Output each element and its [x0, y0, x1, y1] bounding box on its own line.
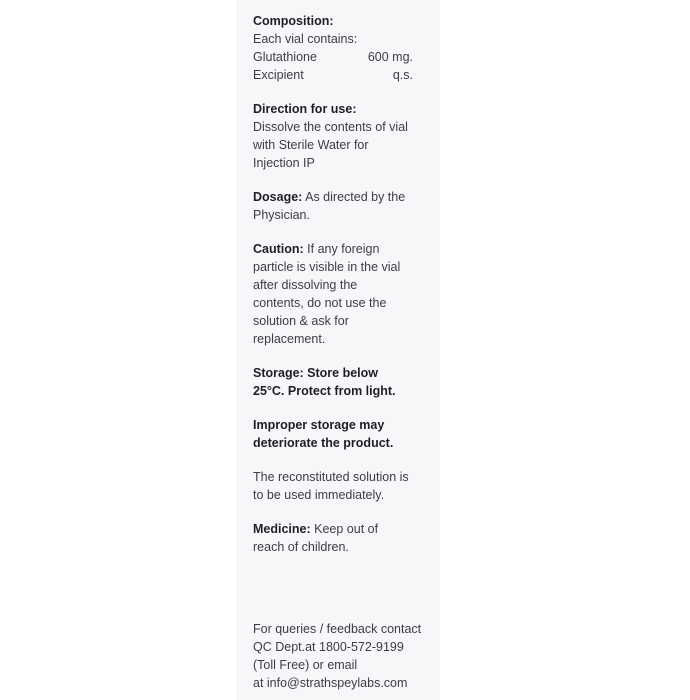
caution-line: particle is visible in the vial	[253, 260, 401, 274]
direction-line: Dissolve the contents of vial	[253, 120, 408, 134]
caution-line: after dissolving the	[253, 278, 358, 292]
ingredient-row	[253, 48, 413, 66]
contact-line: (Toll Free) or email	[253, 658, 358, 672]
dosage-label: Dosage:	[253, 190, 303, 204]
improper-line: deteriorate the product.	[253, 436, 394, 450]
direction-line: Injection IP	[253, 156, 315, 170]
medicine-text: Keep out of	[314, 522, 379, 536]
direction-line: with Sterile Water for	[253, 138, 369, 152]
caution-line: contents, do not use the	[253, 296, 387, 310]
ingredient-row	[253, 66, 413, 84]
contact-line: For queries / feedback contact	[253, 622, 422, 636]
dosage-line	[253, 188, 405, 206]
caution-text: If any foreign	[307, 242, 380, 256]
dosage-text: As directed by the	[305, 190, 406, 204]
contact-line: QC Dept.at 1800-572-9199	[253, 640, 404, 654]
storage-line: Storage: Store below	[253, 366, 379, 380]
dosage-line: Physician.	[253, 208, 310, 222]
composition-intro: Each vial contains:	[253, 32, 358, 46]
ingredient-amount: q.s.	[392, 68, 413, 82]
caution-line: solution & ask for	[253, 314, 349, 328]
storage-line: 25°C. Protect from light.	[253, 384, 396, 398]
caution-line: replacement.	[253, 332, 326, 346]
ingredient-name: Excipient	[253, 68, 304, 82]
ingredient-amount: 600 mg.	[367, 50, 413, 64]
caution-label: Caution:	[253, 242, 304, 256]
direction-heading: Direction for use:	[253, 102, 357, 116]
ingredient-name: Glutathione	[253, 50, 317, 64]
reconstituted-line: to be used immediately.	[253, 488, 385, 502]
caution-line	[253, 240, 379, 258]
composition-heading: Composition:	[253, 14, 334, 28]
medicine-line: reach of children.	[253, 540, 349, 554]
medicine-label: Medicine:	[253, 522, 311, 536]
medicine-line	[253, 520, 378, 538]
reconstituted-line: The reconstituted solution is	[253, 470, 409, 484]
contact-email: at info@strathspeylabs.com	[253, 676, 408, 690]
improper-line: Improper storage may	[253, 418, 385, 432]
